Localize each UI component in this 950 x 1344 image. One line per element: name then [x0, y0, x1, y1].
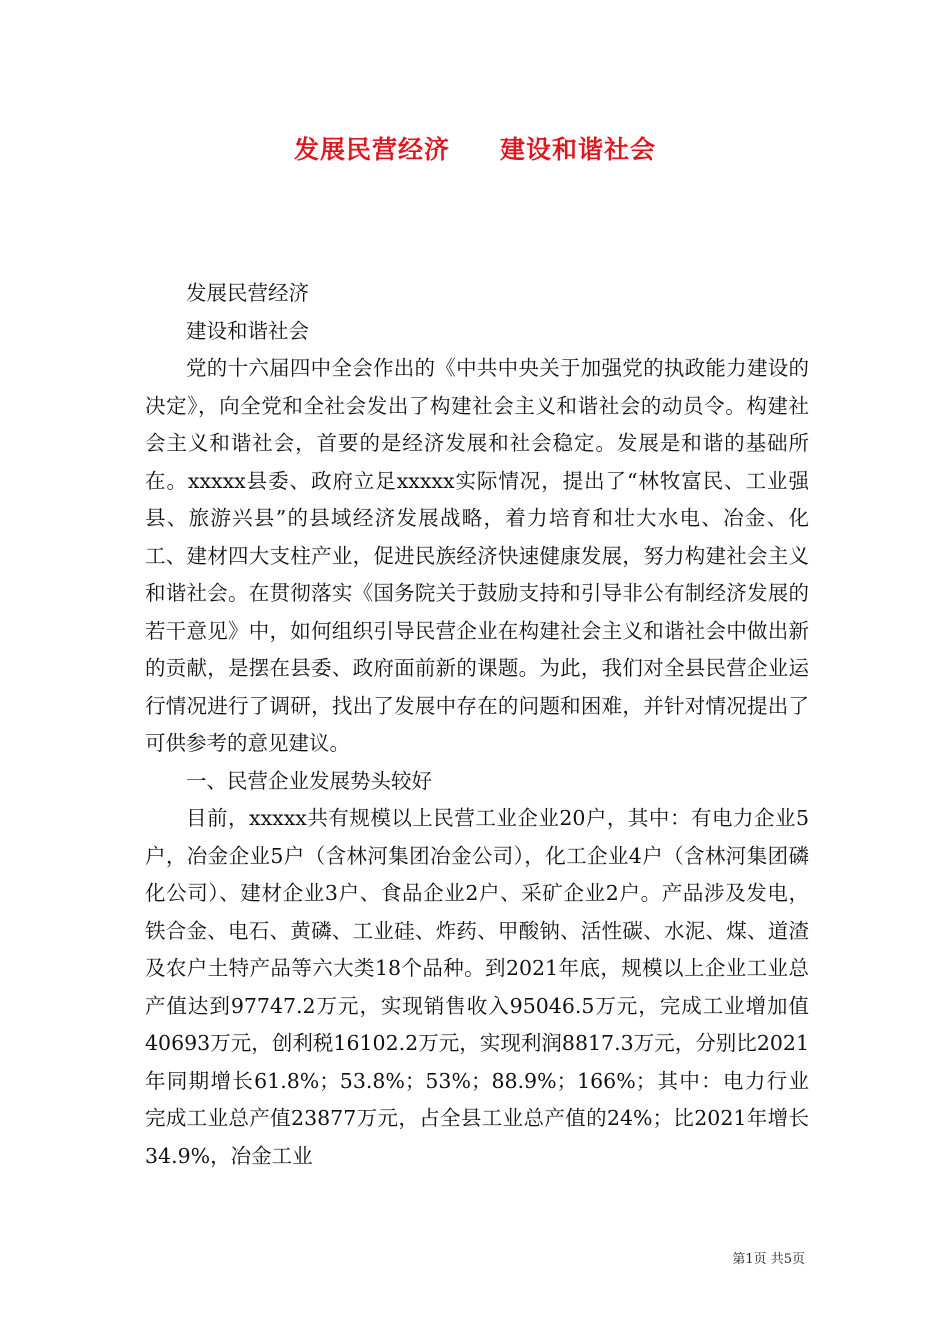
- page-number: 第1页 共5页: [732, 1252, 805, 1267]
- document-body: [145, 275, 809, 1175]
- section-paragraph: 目前，xxxxx共有规模以上民营工业企业20户，其中：有电力企业5户，冶金企业5户（含林河集团冶金公司），化工企业4户（含林河集团磷化公司）、建材企业3户、食品企业2户、采矿企业2户。产品涉及发电，铁合金、电石、黄磷、工业硅、炸药、甲酸钠、活性碳、水泥、煤、道渣及农户土特产品等六大类18个品种。到2021年底，规模以上企业工业总产值达到97747.2万元，实现销售收入95046.5万元，完成工业增加值40693万元，创利税16102.2万元，实现利润8817.3万元，分别比2021年同期增长61.8%；53.8%；53%；88.9%；166%；其中：电力行业完成工业总产值23877万元，占全县工业总产值的24%；比2021年增长34.9%，冶金工业: [145, 806, 809, 1168]
- document-title: [0, 130, 950, 166]
- subtitle-line-1: 发展民营经济: [186, 281, 309, 305]
- title-left: 发展民营经济: [293, 135, 450, 164]
- title-right: 建设和谐社会: [500, 135, 657, 164]
- subtitle-line-2: 建设和谐社会: [186, 318, 309, 343]
- section-heading: 一、民营企业发展势头较好: [186, 768, 432, 793]
- intro-paragraph: 党的十六届四中全会作出的《中共中央关于加强党的执政能力建设的决定》，向全党和全社会发出了构建社会主义和谐社会的动员令。构建社会主义和谐社会，首要的是经济发展和社会稳定。发展是和谐的基础所在。xxxxx县委、政府立足xxxxx实际情况，提出了“林牧富民、工业强县、旅游兴县”的县域经济发展战略，着力培育和壮大水电、冶金、化工、建材四大支柱产业，促进民族经济快速健康发展，努力构建社会主义和谐社会。在贯彻落实《国务院关于鼓励支持和引导非公有制经济发展的若干意见》中，如何组织引导民营企业在构建社会主义和谐社会中做出新的贡献，是摆在县委、政府面前新的课题。为此，我们对全县民营企业运行情况进行了调研，找出了发展中存在的问题和困难，并针对情况提出了可供参考的意见建议。: [145, 356, 809, 755]
